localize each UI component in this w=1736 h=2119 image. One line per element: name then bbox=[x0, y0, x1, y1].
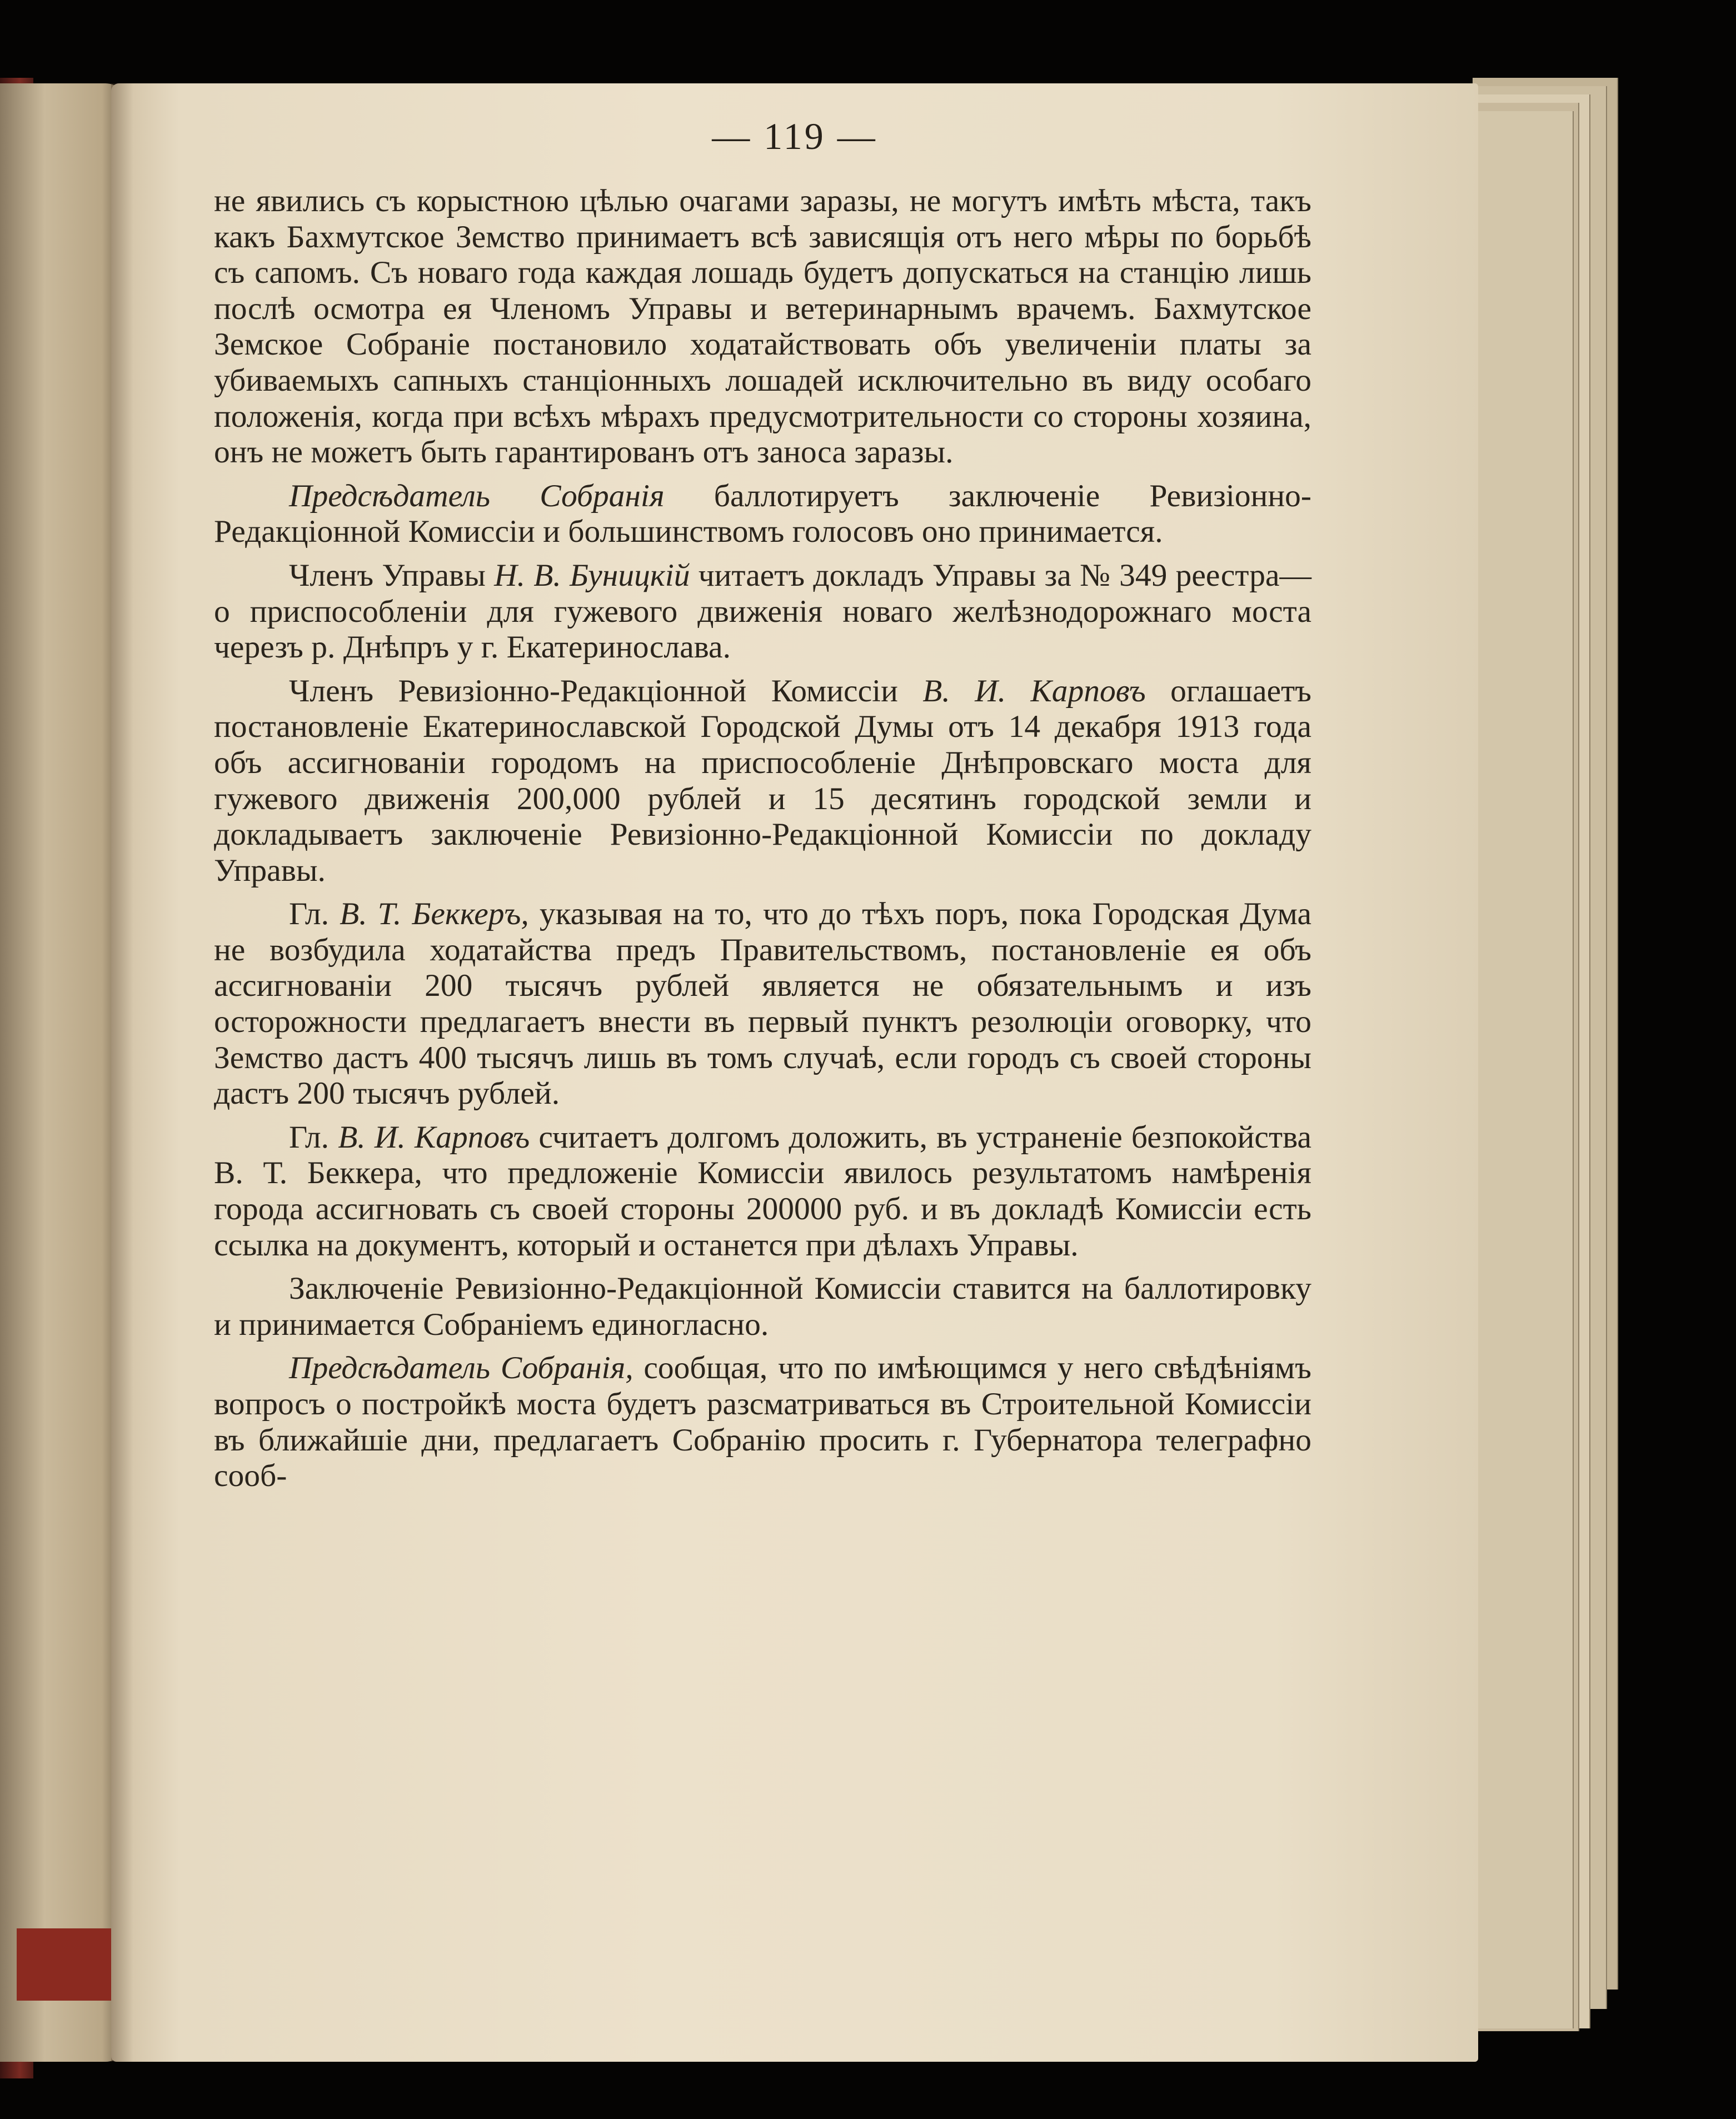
paragraph bbox=[214, 183, 1311, 471]
paragraph-text: указывая на то, что до тѣхъ поръ, пока Городская Дума не возбудила ходатайства предъ Правительствомъ, постановленіе ея объ ассигнованіи 200 тысячъ рублей является не обязательнымъ и изъ осторожности предлагаетъ внести въ первый пунктъ резолюціи оговорку, что Земство дастъ 400 тысячъ лишь въ томъ случаѣ, если городъ съ своей стороны дастъ 200 тысячъ рублей. bbox=[214, 896, 1311, 1111]
paragraph bbox=[214, 558, 1311, 666]
paragraph-text: сообщая, что по имѣющимся у него свѣдѣніямъ вопросъ о постройкѣ моста будетъ разсматриваться въ Строительной Комиссіи въ ближайшіе дни, предлагаетъ Собранію просить г. Губернатора телеграфно сооб- bbox=[214, 1350, 1311, 1494]
paragraph bbox=[214, 1350, 1311, 1494]
page-gutter-shadow bbox=[111, 83, 133, 2062]
speaker-name: Н. В. Буницкій bbox=[494, 557, 690, 593]
speaker-name: В. И. Карповъ bbox=[338, 1119, 530, 1155]
speaker-name: В. И. Карповъ bbox=[922, 673, 1146, 709]
page-number: — 119 — bbox=[712, 115, 877, 157]
paragraph-text: Членъ Управы bbox=[289, 557, 495, 593]
paragraph-text: оглашаетъ постановленіе Екатеринославской Городской Думы отъ 14 декабря 1913 года объ ассигнованіи городомъ на приспособленіе Днѣпровскаго моста для гужевого движенія 200,000 рублей и 15 десятинъ городской земли и докладываетъ заключеніе Ревизіонно-Редакціонной Комиссіи по докладу Управы. bbox=[214, 673, 1311, 888]
paragraph-text: читаетъ докладъ Управы за № 349 реестра—о приспособленіи для гужевого движенія новаго желѣзнодорожнаго моста черезъ р. Днѣпръ у г. Екатеринослава. bbox=[214, 557, 1311, 665]
speaker-name: Предсѣдатель Собранія bbox=[289, 478, 665, 513]
paragraph bbox=[214, 1271, 1311, 1343]
paragraph-text: Гл. bbox=[289, 1119, 338, 1155]
paragraph bbox=[214, 896, 1311, 1112]
paragraph bbox=[214, 674, 1311, 889]
paragraph-text: Членъ Ревизіонно-Редакціонной Комиссіи bbox=[289, 673, 923, 709]
paragraph-text: Гл. bbox=[289, 896, 340, 932]
speaker-name: Предсѣдатель Собранія, bbox=[289, 1350, 633, 1386]
previous-page-edge bbox=[0, 83, 128, 2062]
paragraph-text: считаетъ долгомъ доложить, въ устраненіе безпокойства В. Т. Беккера, что предложеніе Комиссіи явилось результатомъ намѣренія города ассигновать съ своей стороны 200000 руб. и въ докладѣ Комиссіи есть ссылка на документъ, который и останется при дѣлахъ Управы. bbox=[214, 1119, 1311, 1263]
paragraph-text: баллотируетъ заключеніе Ревизіонно-Редакціонной Комиссіи и большинствомъ голосовъ оно принимается. bbox=[214, 478, 1312, 550]
paragraph bbox=[214, 1120, 1311, 1263]
paragraph-text: Заключеніе Ревизіонно-Редакціонной Комиссіи ставится на баллотировку и принимается Собраніемъ единогласно. bbox=[214, 1271, 1311, 1342]
paragraph-text: не явились съ корыстною цѣлью очагами заразы, не могутъ имѣть мѣста, такъ какъ Бахмутское Земство принимаетъ всѣ зависящія отъ него мѣры по борьбѣ съ сапомъ. Съ новаго года каждая лошадь будетъ допускаться на станцію лишь послѣ осмотра ея Членомъ Управы и ветеринарнымъ врачемъ. Бахмутское Земское Собраніе постановило ходатайствовать объ увеличеніи платы за убиваемыхъ сапныхъ станціонныхъ лошадей исключительно въ виду особаго положенія, когда при всѣхъ мѣрахъ предусмотрительности со стороны хозяина, онъ не можетъ быть гарантированъ отъ заноса заразы. bbox=[214, 183, 1311, 470]
paragraph bbox=[214, 478, 1311, 550]
speaker-name: В. Т. Беккеръ, bbox=[340, 896, 529, 932]
page-body-text bbox=[214, 183, 1311, 1502]
